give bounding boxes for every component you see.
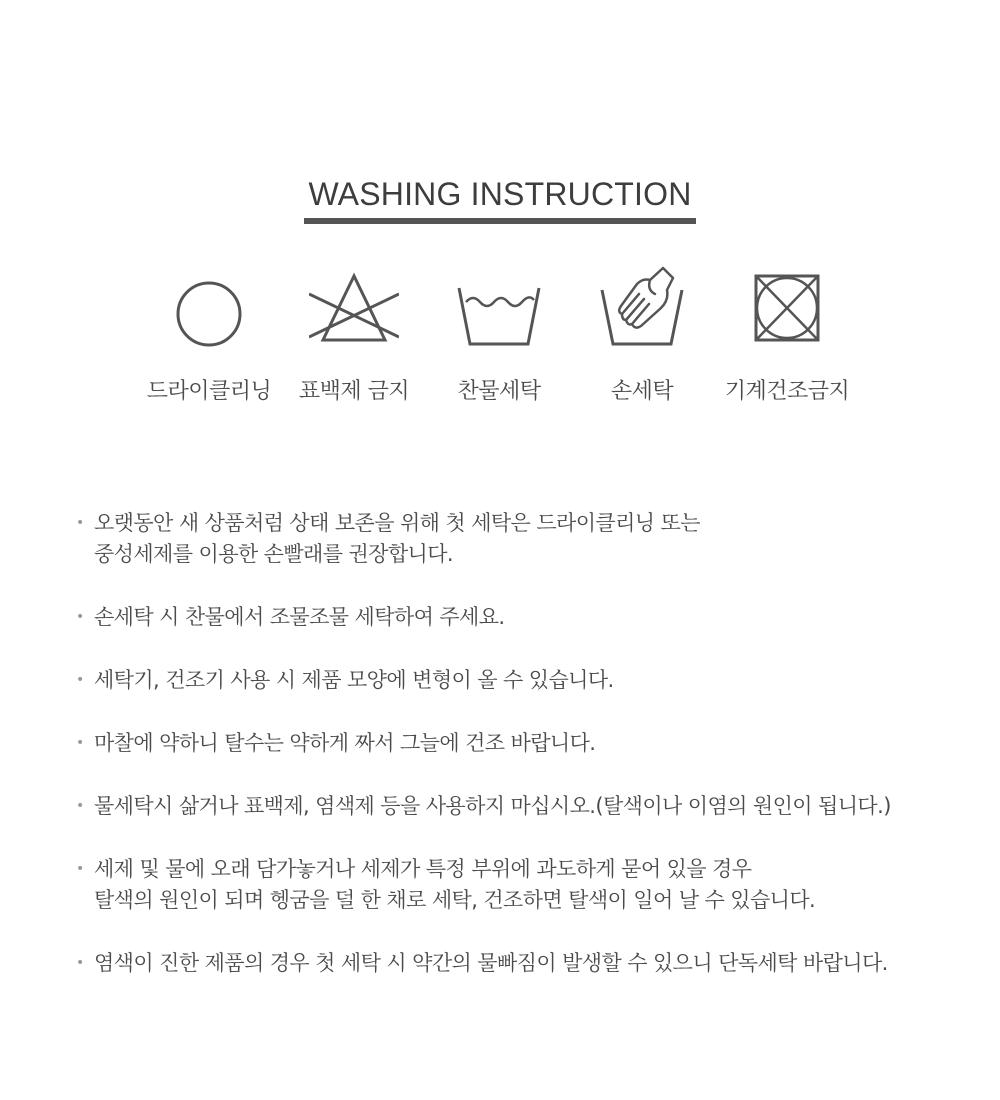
note-line: 세제 및 물에 오래 담가놓거나 세제가 특정 부위에 과도하게 묻어 있을 경우	[94, 857, 752, 881]
bullet-icon: •	[76, 735, 84, 751]
bullet-icon: •	[76, 798, 84, 814]
care-icons-row	[0, 262, 1000, 412]
no-bleach-icon	[309, 262, 399, 352]
dry-cleaning-icon	[164, 262, 254, 352]
bullet-icon: •	[76, 861, 84, 877]
care-item-no-machine-dry	[697, 262, 877, 405]
care-note	[76, 508, 976, 570]
note-line: 염색이 진한 제품의 경우 첫 세탁 시 약간의 물빠짐이 발생할 수 있으니 단독세탁 바랍니다.	[94, 951, 888, 975]
care-label-no-bleach: 표백제 금지	[298, 379, 410, 404]
care-note	[76, 791, 976, 822]
care-note	[76, 948, 976, 979]
cold-water-wash-icon	[454, 262, 544, 352]
care-label-dry-cleaning: 드라이클리닝	[146, 379, 272, 404]
note-line: 마찰에 약하니 탈수는 약하게 짜서 그늘에 건조 바랍니다.	[94, 731, 596, 755]
care-note	[76, 665, 976, 696]
note-line: 물세탁시 삶거나 표백제, 염색제 등을 사용하지 마십시오.(탈색이나 이염의 원인이 됩니다.)	[94, 794, 891, 818]
care-label-no-machine-dry: 기계건조금지	[724, 379, 850, 404]
care-note	[76, 854, 976, 916]
care-label-hand-wash: 손세탁	[610, 379, 674, 404]
hand-wash-icon	[597, 262, 687, 352]
bullet-icon: •	[76, 672, 84, 688]
care-note	[76, 728, 976, 759]
page-title: WASHING INSTRUCTION	[304, 172, 695, 224]
note-line: 오랫동안 새 상품처럼 상태 보존을 위해 첫 세탁은 드라이클리닝 또는	[94, 511, 700, 535]
bullet-icon: •	[76, 609, 84, 625]
note-line: 손세탁 시 찬물에서 조물조물 세탁하여 주세요.	[94, 605, 505, 629]
title-section	[0, 172, 1000, 224]
no-machine-dry-icon	[742, 262, 832, 352]
note-line: 세탁기, 건조기 사용 시 제품 모양에 변형이 올 수 있습니다.	[94, 668, 614, 692]
care-label-cold-wash: 찬물세탁	[457, 379, 541, 404]
bullet-icon: •	[76, 515, 84, 531]
care-note	[76, 602, 976, 633]
care-notes-list	[76, 508, 976, 1011]
note-line: 탈색의 원인이 되며 헹굼을 덜 한 채로 세탁, 건조하면 탈색이 일어 날 수 있습니다.	[94, 888, 816, 912]
bullet-icon: •	[76, 955, 84, 971]
note-line: 중성세제를 이용한 손빨래를 권장합니다.	[94, 542, 453, 566]
